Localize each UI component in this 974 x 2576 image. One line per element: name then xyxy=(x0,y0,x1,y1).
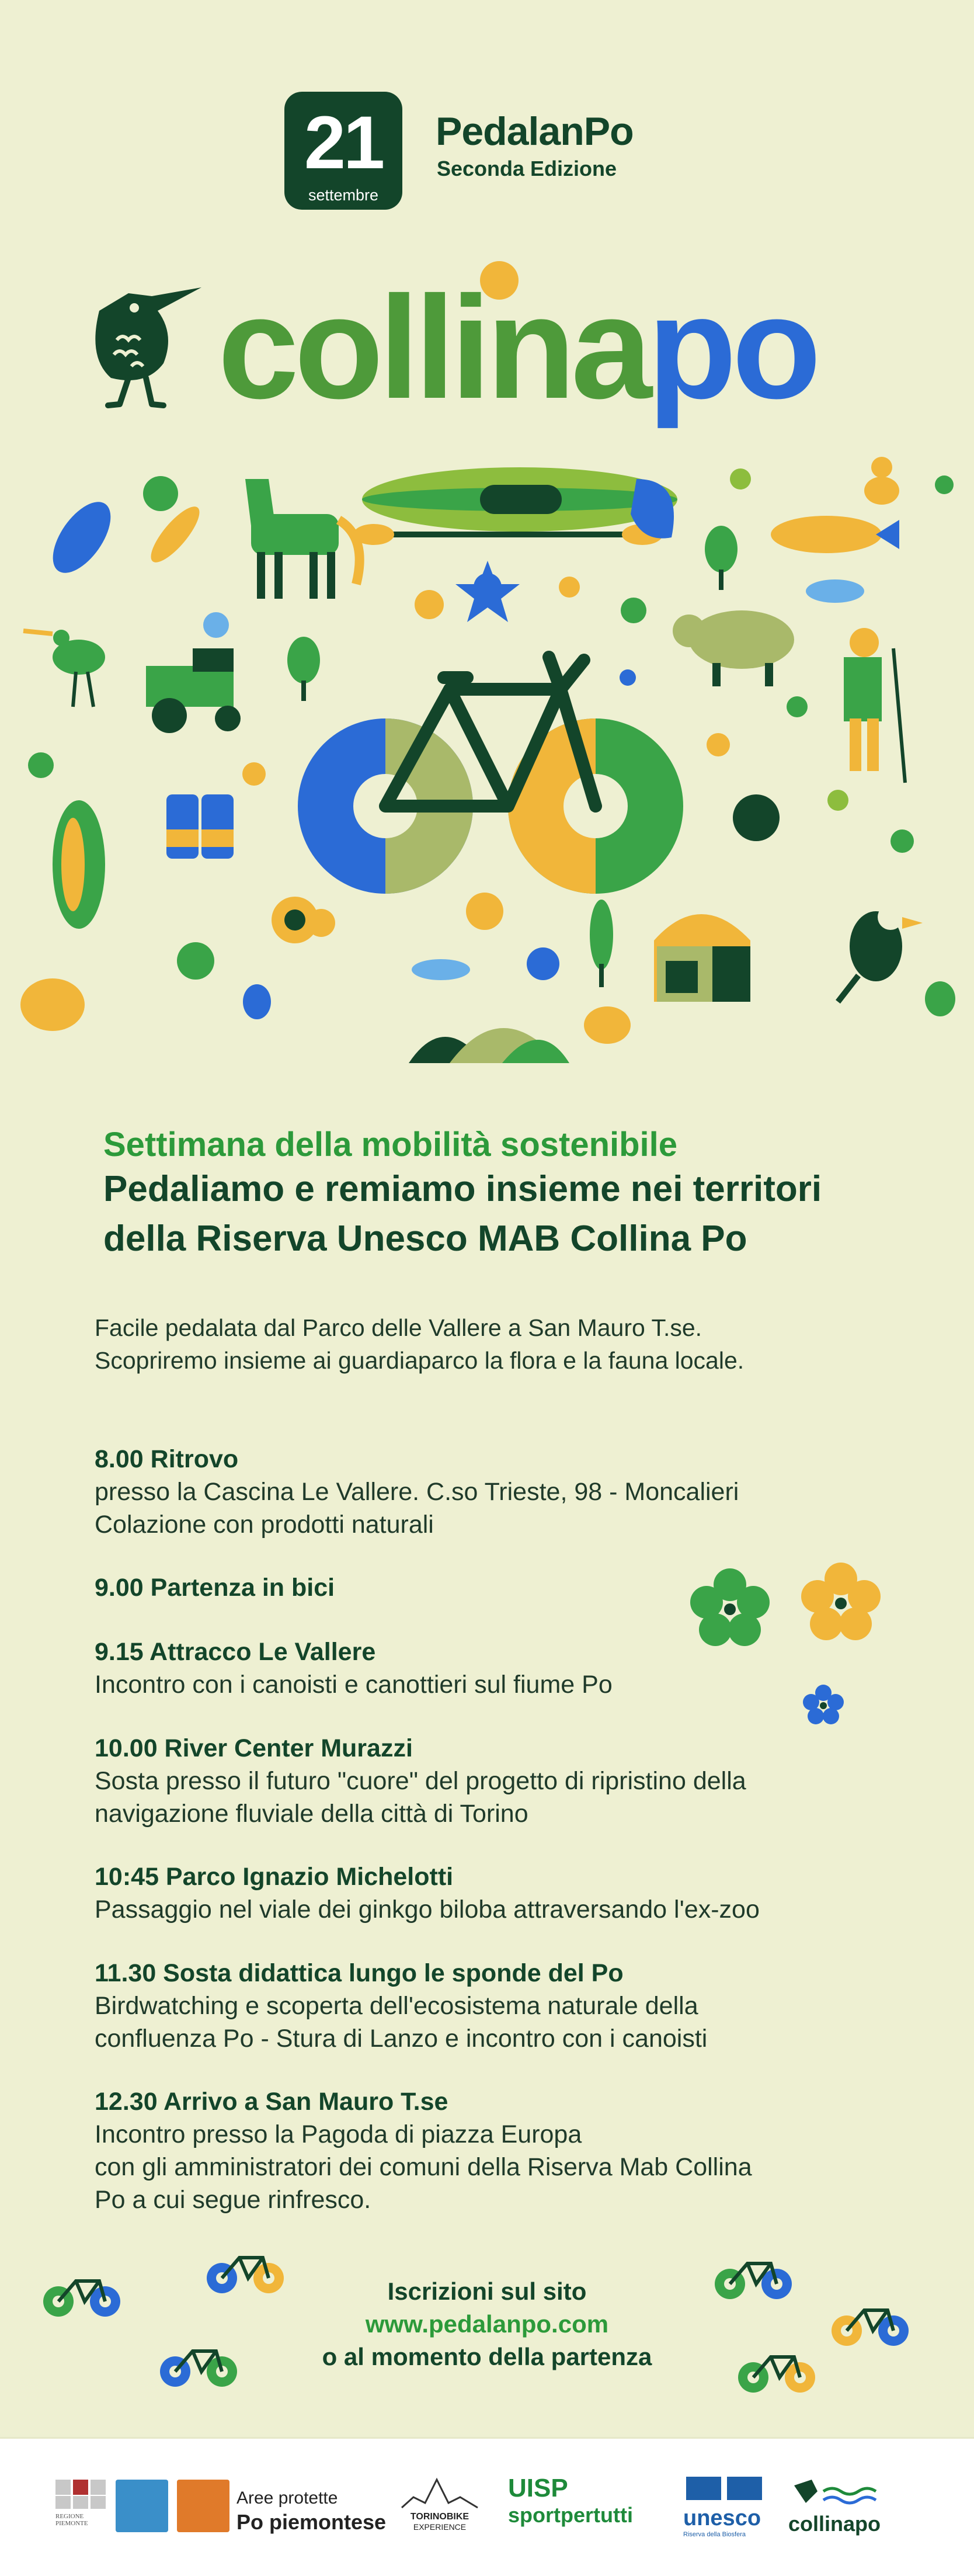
schedule-item-title: 9.15 Attracco Le Vallere xyxy=(95,1638,376,1666)
intro-line-2: Scopriremo insieme ai guardiaparco la flora e la fauna locale. xyxy=(95,1347,745,1374)
date-badge xyxy=(284,92,402,210)
registration-line-3: o al momento della partenza xyxy=(322,2343,652,2370)
fish-icon xyxy=(144,500,207,569)
uisp-tagline: sportpertutti xyxy=(508,2503,633,2527)
intro-line-1: Facile pedalata dal Parco delle Vallere a San Mauro T.se. xyxy=(95,1314,702,1341)
collinapo-waves-icon xyxy=(788,2474,882,2509)
horse-icon xyxy=(245,479,360,599)
unesco-tagline: Riserva della Biosfera xyxy=(683,2531,746,2538)
schedule-item xyxy=(95,1732,883,1830)
aree-protette-logo-orange xyxy=(177,2480,229,2532)
collinapo-small-name: collinapo xyxy=(788,2512,881,2536)
apple-icon xyxy=(177,942,214,980)
leaf-icon xyxy=(41,492,122,583)
brand-wordmark xyxy=(218,266,817,429)
event-edition: Seconda Edizione xyxy=(437,157,617,180)
schedule-item xyxy=(95,1443,883,1541)
collinapo-small-logo xyxy=(788,2474,893,2544)
schedule-item-line: confluenza Po - Stura di Lanzo e incontro con i canoisti xyxy=(95,2025,708,2053)
schedule-item-line: con gli amministratori dei comuni della Riserva Mab Collina xyxy=(95,2153,752,2181)
aree-protette-line2: Po piemontese xyxy=(236,2510,387,2534)
schedule-item-title: 11.30 Sosta didattica lungo le sponde del Po xyxy=(95,1959,624,1987)
star-icon xyxy=(455,561,520,622)
binoculars-icon xyxy=(166,794,234,859)
mole-skyline-icon xyxy=(396,2474,483,2509)
hills-icon xyxy=(409,1028,569,1063)
bird-logo-icon xyxy=(88,270,210,410)
uisp-name: UISP xyxy=(508,2474,568,2502)
heron-icon xyxy=(23,630,105,707)
canoe-icon xyxy=(353,467,677,545)
unesco-temple-icon xyxy=(683,2474,765,2503)
boar-icon xyxy=(673,610,794,686)
schedule-item-title: 10.00 River Center Murazzi xyxy=(95,1734,413,1762)
puffin-icon xyxy=(838,904,923,1002)
schedule-item-line: Po a cui segue rinfresco. xyxy=(95,2186,371,2214)
schedule-item-title: 9.00 Partenza in bici xyxy=(95,1574,335,1602)
headline-line-1: Pedaliamo e remiamo insieme nei territori xyxy=(103,1169,822,1209)
fish-icon-right xyxy=(771,516,899,553)
schedule-item xyxy=(95,2085,883,2216)
unesco-name: unesco xyxy=(683,2506,761,2530)
sponsor-footer xyxy=(0,2439,974,2576)
wordmark-blue: po xyxy=(647,266,817,429)
bicycle-icon xyxy=(298,657,683,894)
sunflower-icon xyxy=(272,897,318,943)
torinobike-line1: TORINOBIKE xyxy=(410,2512,469,2522)
fish-vertical-icon xyxy=(53,800,105,929)
torinobike-logo xyxy=(396,2474,483,2544)
subtitle: Settimana della mobilità sostenibile xyxy=(103,1126,678,1164)
schedule-item-line: navigazione fluviale della città di Torino xyxy=(95,1800,528,1828)
schedule-item-line: Passaggio nel viale dei ginkgo biloba attraversando l'ex-zoo xyxy=(95,1895,760,1924)
schedule-item-title: 10:45 Parco Ignazio Michelotti xyxy=(95,1863,454,1891)
schedule-item-line: Incontro presso la Pagoda di piazza Europa xyxy=(95,2120,582,2148)
bird-icon xyxy=(143,476,178,511)
tractor-icon xyxy=(146,612,241,733)
unesco-logo xyxy=(683,2474,771,2544)
nature-illustration xyxy=(0,456,974,1098)
date-day: 21 xyxy=(304,101,383,185)
date-month: settembre xyxy=(308,186,379,204)
flowers-icon xyxy=(683,1554,882,1747)
schedule-item xyxy=(95,1957,883,2055)
registration-line-1: Iscrizioni sul sito xyxy=(387,2278,587,2305)
regione-line1: REGIONE xyxy=(55,2513,84,2520)
hiker-icon xyxy=(844,628,905,783)
schedule-item-title: 12.30 Arrivo a San Mauro T.se xyxy=(95,2088,448,2116)
schedule-item-line: Colazione con prodotti naturali xyxy=(95,1511,434,1539)
regione-piemonte-logo xyxy=(55,2480,108,2526)
barn-icon xyxy=(654,914,750,1002)
wordmark-green: collina xyxy=(218,266,648,429)
schedule-item-line: Birdwatching e scoperta dell'ecosistema naturale della xyxy=(95,1992,698,2020)
aree-protette-line1: Aree protette xyxy=(236,2488,338,2508)
registration-url-link[interactable]: www.pedalanpo.com xyxy=(365,2310,609,2338)
schedule-item-title: 8.00 Ritrovo xyxy=(95,1445,239,1473)
event-title: PedalanPo xyxy=(436,109,634,154)
schedule-item-line: Sosta presso il futuro "cuore" del progetto di ripristino della xyxy=(95,1767,746,1795)
aree-protette-logo-blue xyxy=(116,2480,168,2532)
uisp-logo xyxy=(508,2474,631,2544)
regione-line2: PIEMONTE xyxy=(55,2520,88,2527)
schedule-item xyxy=(95,1860,883,1926)
regione-grid-icon xyxy=(55,2480,108,2510)
schedule-item-line: presso la Cascina Le Vallere. C.so Trieste, 98 - Moncalieri xyxy=(95,1478,739,1506)
registration-block xyxy=(0,2275,974,2373)
torinobike-line2: EXPERIENCE xyxy=(413,2522,467,2532)
schedule-item-line: Incontro con i canoisti e canottieri sul fiume Po xyxy=(95,1671,613,1699)
headline-line-2: della Riserva Unesco MAB Collina Po xyxy=(103,1218,747,1259)
